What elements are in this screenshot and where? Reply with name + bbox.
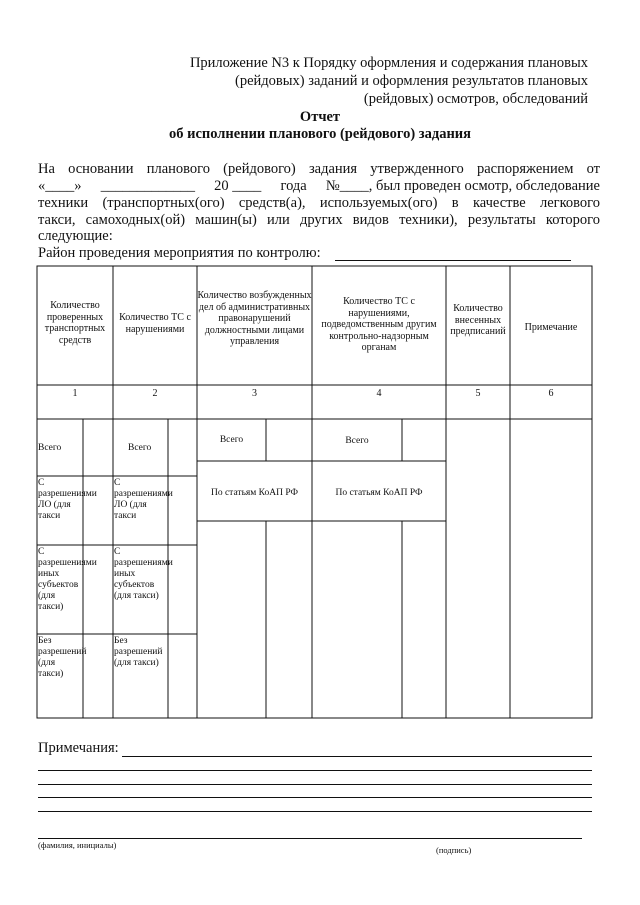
district-label: Район проведения мероприятия по контролю: xyxy=(38,245,321,261)
year-word: года xyxy=(280,178,307,194)
notes-line[interactable] xyxy=(38,784,592,785)
col3-total-label: Всего xyxy=(219,435,244,445)
notes-line[interactable] xyxy=(122,756,592,757)
header-orders-issued: Количество внесенных предписаний xyxy=(450,303,506,337)
col2-other-permits-label: С разрешениями иных субъектов (для такси) xyxy=(114,547,173,601)
column-number: 6 xyxy=(548,388,554,399)
header-vehicles-with-violations: Количество ТС с нарушениями xyxy=(119,312,191,335)
col1-other-permits-label: С разрешениями иных субъектов (для такси) xyxy=(38,547,97,612)
col3-articles-label: По статьям КоАП РФ xyxy=(210,488,299,498)
year-field[interactable]: 20 ____ xyxy=(214,178,262,194)
signature-line[interactable] xyxy=(38,838,582,839)
col2-no-permits-label: Без разрешений (для такси) xyxy=(114,636,163,668)
notes-line[interactable] xyxy=(38,770,592,771)
appendix-line-2: (рейдовых) заданий и оформления результатов плановых xyxy=(235,73,588,89)
notes-line[interactable] xyxy=(38,811,592,812)
notes-label: Примечания: xyxy=(38,740,119,756)
col1-no-permits-label: Без разрешений (для такси) xyxy=(38,636,87,679)
col2-total-label: Всего xyxy=(128,443,152,453)
appendix-line-1: Приложение N3 к Порядку оформления и содержания плановых xyxy=(189,55,588,71)
col1-lo-permits-label: С разрешениями ЛО (для такси xyxy=(38,478,97,521)
header-remarks: Примечание xyxy=(524,322,578,333)
paragraph-line-5: следующие: xyxy=(38,228,113,244)
column-number: 4 xyxy=(376,388,382,399)
notes-line[interactable] xyxy=(38,797,592,798)
paragraph-line-4: такси, самоходных(ой) машин(ы) или других видов техники), результаты которого xyxy=(38,212,600,228)
document-subtitle: об исполнении планового (рейдового) задания xyxy=(168,126,472,142)
header-checked-vehicles: Количество проверенных транспортных средств xyxy=(44,300,106,346)
col1-total-label: Всего xyxy=(38,443,62,453)
month-field[interactable]: _____________ xyxy=(100,178,195,194)
col4-articles-label: По статьям КоАП РФ xyxy=(335,488,423,498)
document-title: Отчет xyxy=(299,109,341,125)
column-number: 1 xyxy=(72,388,78,399)
name-caption: (фамилия, инициалы) xyxy=(38,840,117,850)
paragraph-line-1: На основании планового (рейдового) задания утвержденного распоряжением от xyxy=(38,161,600,177)
paragraph-line-3: техники (транспортных(ого) средств(а), используемых(ого) в качестве легкового xyxy=(38,195,600,211)
col4-total-label: Всего xyxy=(345,436,369,446)
day-field[interactable]: «____» xyxy=(38,178,82,194)
column-number: 5 xyxy=(475,388,481,399)
column-number: 3 xyxy=(252,388,257,399)
header-other-authorities: Количество ТС с нарушениями, подведомственным другим контрольно-надзорным органам xyxy=(321,296,437,353)
appendix-line-3: (рейдовых) осмотров, обследований xyxy=(363,91,588,107)
signature-caption: (подпись) xyxy=(436,845,472,855)
col2-lo-permits-label: С разрешениями ЛО (для такси xyxy=(114,478,173,521)
column-number: 2 xyxy=(152,388,158,399)
order-number-field[interactable]: №____, был проведен осмотр, обследование xyxy=(325,178,600,194)
header-administrative-cases: Количество возбужденных дел об административных правонарушений должностными лицами управления xyxy=(197,290,312,347)
